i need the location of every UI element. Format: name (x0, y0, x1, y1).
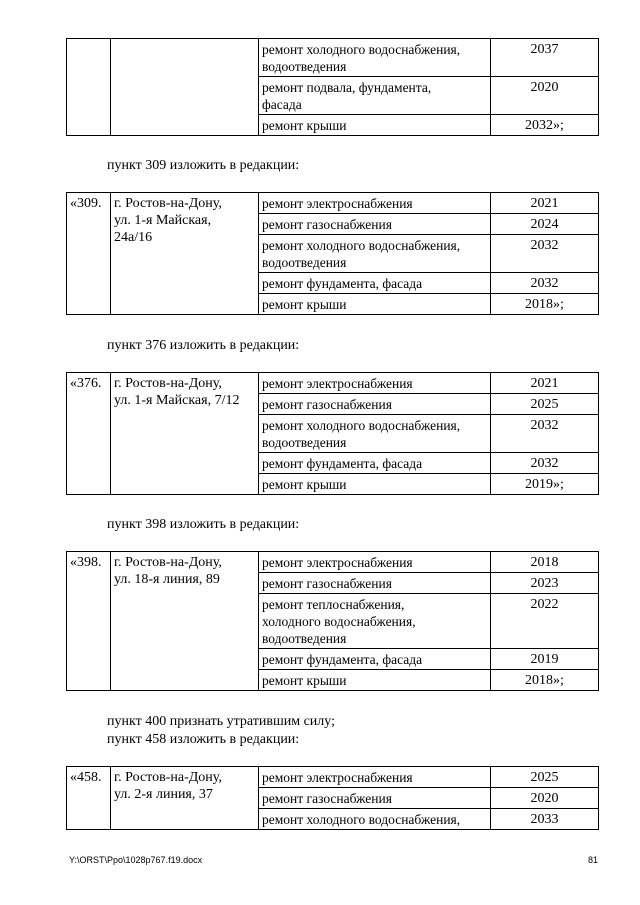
work-type: ремонт крыши (259, 474, 491, 495)
work-year: 2021 (491, 373, 599, 394)
work-year: 2022 (491, 594, 599, 649)
item-address (111, 39, 259, 136)
work-year: 2019 (491, 649, 599, 670)
work-type: ремонт подвала, фундамента, фасада (259, 77, 491, 115)
item-address: г. Ростов-на-Дону, ул. 2-я линия, 37 (111, 767, 259, 830)
amendment-paragraph: пункт 309 изложить в редакции: (107, 158, 300, 173)
table-block-309 (66, 192, 599, 315)
work-type: ремонт газоснабжения (259, 214, 491, 235)
item-number: «398. (67, 552, 111, 691)
work-type: ремонт холодного водоснабжения, водоотведения (259, 235, 491, 273)
work-type: ремонт холодного водоснабжения, водоотведения (259, 415, 491, 453)
table-row (67, 193, 599, 214)
work-type: ремонт холодного водоснабжения, водоотведения (259, 39, 491, 77)
table-block-458 (66, 766, 599, 830)
table-row (67, 39, 599, 77)
work-year: 2025 (491, 767, 599, 788)
table-row (67, 767, 599, 788)
work-year: 2032 (491, 273, 599, 294)
footer-file-path: Y:\ORST\Ppo\1028p767.f19.docx (69, 855, 203, 865)
work-type: ремонт теплоснабжения, холодного водоснабжения, водоотведения (259, 594, 491, 649)
work-type: ремонт электроснабжения (259, 552, 491, 573)
work-type: ремонт электроснабжения (259, 193, 491, 214)
work-year: 2019»; (491, 474, 599, 495)
work-year: 2024 (491, 214, 599, 235)
item-number: «309. (67, 193, 111, 315)
work-year: 2020 (491, 77, 599, 115)
work-year: 2020 (491, 788, 599, 809)
work-type: ремонт крыши (259, 670, 491, 691)
work-type: ремонт холодного водоснабжения, (259, 809, 491, 830)
item-address: г. Ростов-на-Дону, ул. 18-я линия, 89 (111, 552, 259, 691)
item-address: г. Ростов-на-Дону, ул. 1-я Майская, 24а/16 (111, 193, 259, 315)
work-type: ремонт крыши (259, 294, 491, 315)
work-year: 2032 (491, 415, 599, 453)
table-block-376 (66, 372, 599, 495)
work-year: 2032 (491, 453, 599, 474)
work-year: 2018 (491, 552, 599, 573)
work-year: 2032»; (491, 115, 599, 136)
work-year: 2023 (491, 573, 599, 594)
table-row (67, 552, 599, 573)
work-year: 2025 (491, 394, 599, 415)
work-type: ремонт газоснабжения (259, 573, 491, 594)
work-type: ремонт газоснабжения (259, 788, 491, 809)
amendment-paragraph: пункт 400 признать утратившим силу; пункт 458 изложить в редакции: (107, 714, 335, 747)
table-block-398 (66, 551, 599, 691)
table-row (67, 373, 599, 394)
item-number (67, 39, 111, 136)
table-block-continuation (66, 38, 599, 136)
amendment-paragraph: пункт 398 изложить в редакции: (107, 517, 300, 532)
item-number: «458. (67, 767, 111, 830)
work-type: ремонт фундамента, фасада (259, 649, 491, 670)
work-type: ремонт электроснабжения (259, 373, 491, 394)
page-number: 81 (587, 855, 598, 865)
work-year: 2032 (491, 235, 599, 273)
work-type: ремонт фундамента, фасада (259, 453, 491, 474)
item-address: г. Ростов-на-Дону, ул. 1-я Майская, 7/12 (111, 373, 259, 495)
item-number: «376. (67, 373, 111, 495)
work-type: ремонт газоснабжения (259, 394, 491, 415)
amendment-paragraph: пункт 376 изложить в редакции: (107, 338, 300, 353)
work-type: ремонт фундамента, фасада (259, 273, 491, 294)
work-year: 2037 (491, 39, 599, 77)
work-type: ремонт электроснабжения (259, 767, 491, 788)
work-year: 2033 (491, 809, 599, 830)
work-type: ремонт крыши (259, 115, 491, 136)
work-year: 2018»; (491, 294, 599, 315)
work-year: 2018»; (491, 670, 599, 691)
work-year: 2021 (491, 193, 599, 214)
